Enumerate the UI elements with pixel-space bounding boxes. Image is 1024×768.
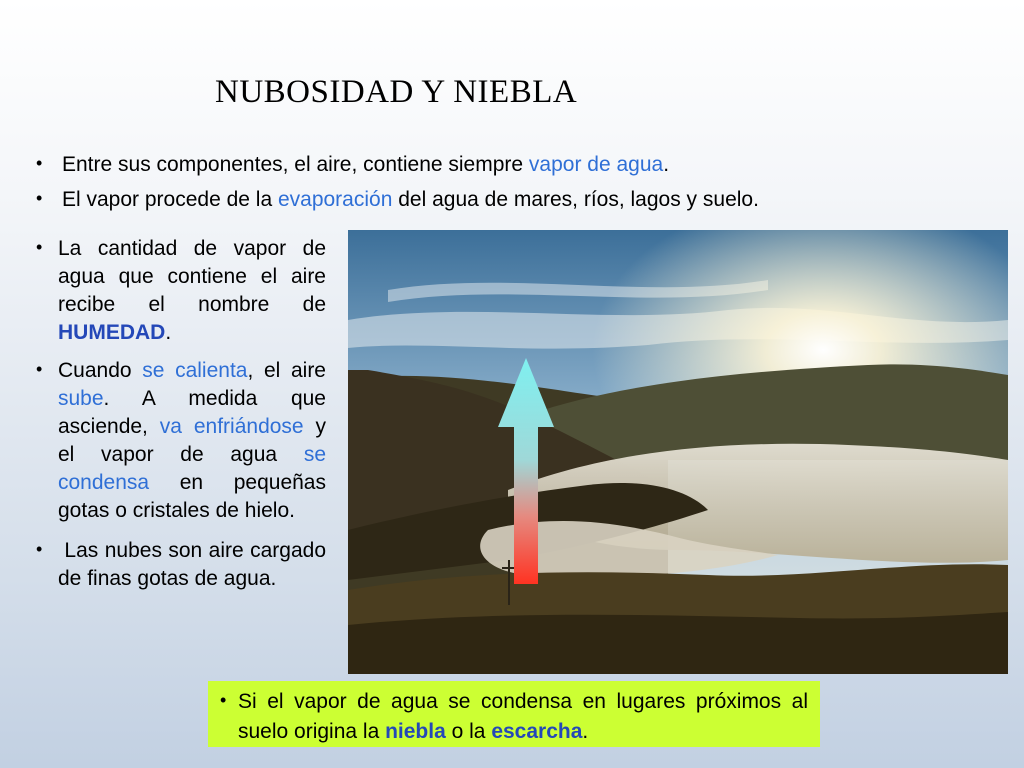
side-column bbox=[36, 233, 326, 593]
bullet-dot: • bbox=[220, 690, 227, 710]
bullet-dot: • bbox=[36, 237, 43, 257]
highlight-niebla: niebla bbox=[385, 720, 446, 743]
paragraph-condensacion: • Cuando se calienta, el aire sube. A medida que asciende, va enfriándose y el vapor de agua se condensa en pequeñas gotas o cristales de hielo. bbox=[36, 355, 326, 525]
highlight-se-calienta: se calienta bbox=[142, 359, 248, 382]
landscape-photo bbox=[348, 230, 1008, 674]
bullet-dot: • bbox=[36, 539, 43, 559]
paragraph-humedad: • La cantidad de vapor de agua que contiene el aire recibe el nombre de HUMEDAD. bbox=[36, 233, 326, 347]
bullet-evaporacion: • El vapor procede de la evaporación del agua de mares, ríos, lagos y suelo. bbox=[36, 188, 759, 211]
bullet-vapor-de-agua: • Entre sus componentes, el aire, contiene siempre vapor de agua. bbox=[36, 153, 670, 176]
landscape-illustration bbox=[348, 230, 1008, 674]
highlight-escarcha: escarcha bbox=[491, 720, 583, 743]
highlight-evaporacion: evaporación bbox=[277, 188, 393, 211]
highlight-humedad: HUMEDAD bbox=[58, 321, 166, 344]
bullet-dot: • bbox=[36, 359, 43, 379]
highlight-box-niebla: • Si el vapor de agua se condensa en lugares próximos al suelo origina la niebla o la escarcha. bbox=[208, 681, 820, 747]
highlight-sube: sube bbox=[58, 387, 104, 410]
highlight-se-condensa: se condensa bbox=[58, 443, 326, 494]
bullet-dot: • bbox=[36, 153, 43, 173]
bullet-dot: • bbox=[36, 188, 43, 208]
highlight-va-enfriandose: va enfriándose bbox=[159, 415, 304, 438]
paragraph-nubes: • Las nubes son aire cargado de finas gotas de agua. bbox=[36, 535, 326, 593]
highlight-vapor-de-agua: vapor de agua bbox=[528, 153, 664, 176]
slide-title: NUBOSIDAD Y NIEBLA bbox=[215, 74, 578, 110]
